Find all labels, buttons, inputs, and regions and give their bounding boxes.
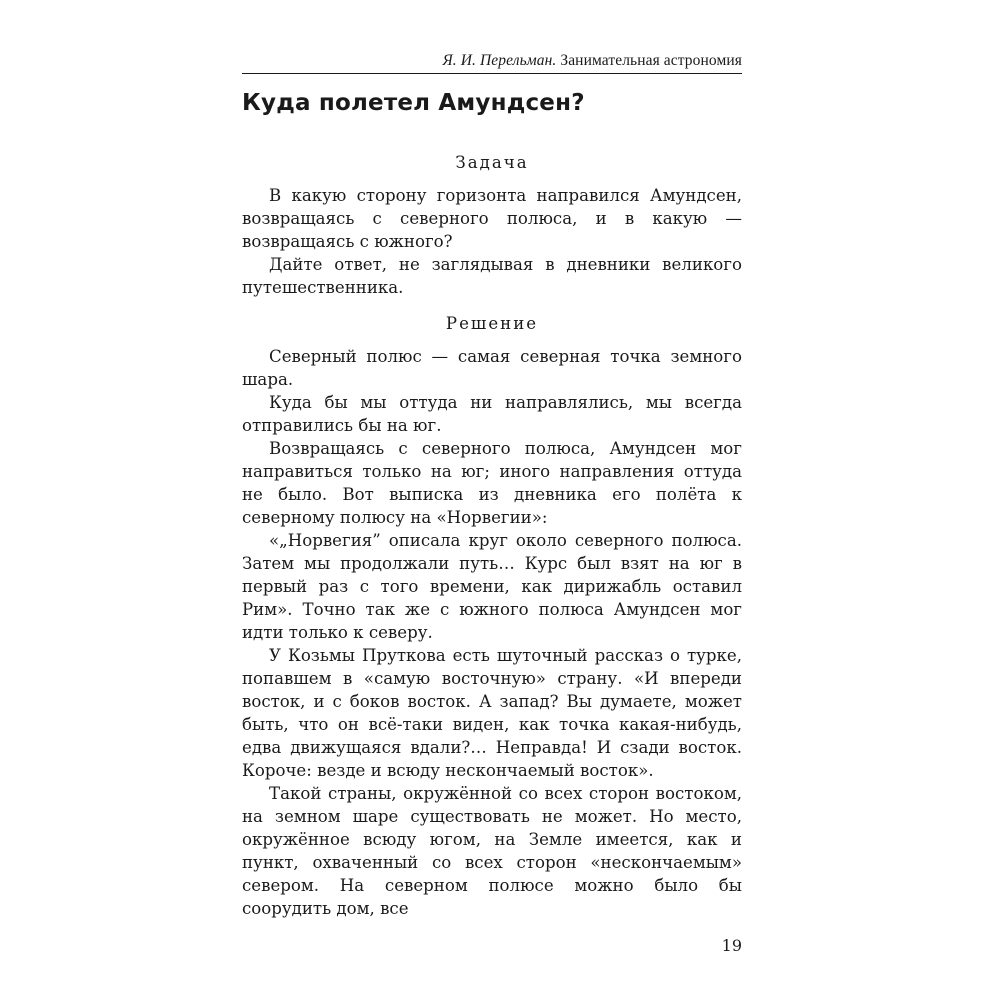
- paragraph: У Козьмы Пруткова есть шуточный рассказ о турке, попавшем в «самую восточную» страну. «И впереди восток, и с боков восток. А запад? Вы думаете, может быть, что он всё-таки виден, как точка какая-нибудь, едва движущаяся вдали?… Неправда! И сзади восток. Короче: везде и всюду нескончаемый восток».: [242, 646, 742, 780]
- paragraph: Возвращаясь с северного полюса, Амундсен мог направиться только на юг; иного направления оттуда не было. Вот выписка из дневника его полёта к северному полюсу на «Норвегии»:: [242, 439, 742, 527]
- book-page: [242, 0, 742, 1000]
- paragraph: Северный полюс — самая северная точка земного шара.: [242, 347, 742, 389]
- paragraph: Куда бы мы оттуда ни направлялись, мы всегда отправились бы на юг.: [242, 393, 742, 435]
- paragraph: В какую сторону горизонта направился Амундсен, возвращаясь с северного полюса, и в какую — возвращаясь с южного?: [242, 186, 742, 251]
- page-number: 19: [721, 936, 742, 955]
- header-rule: [242, 73, 742, 74]
- paragraph: «„Норвегия” описала круг около северного полюса. Затем мы продолжали путь… Курс был взят на юг в первый раз с того времени, как дирижабль оставил Рим». Точно так же с южного полюса Амундсен мог идти только к северу.: [242, 531, 742, 642]
- body-text: [242, 148, 742, 920]
- section-heading-problem: Задача: [455, 153, 529, 172]
- running-head: [443, 52, 742, 70]
- running-head-author: Я. И. Перельман.: [442, 52, 557, 69]
- chapter-title: Куда полетел Амундсен?: [242, 90, 585, 116]
- running-head-book-title: Занимательная астрономия: [560, 52, 742, 69]
- paragraph: Такой страны, окружённой со всех сторон востоком, на земном шаре существовать не может. Но место, окружённое всюду югом, на Земле имеется, как и пункт, охваченный со всех сторон «нескончаемым» севером. На северном полюсе можно было бы соорудить дом, все: [242, 784, 742, 918]
- section-gap: [242, 299, 742, 309]
- paragraph: Дайте ответ, не заглядывая в дневники великого путешественника.: [242, 255, 742, 297]
- section-heading-solution: Решение: [445, 314, 539, 333]
